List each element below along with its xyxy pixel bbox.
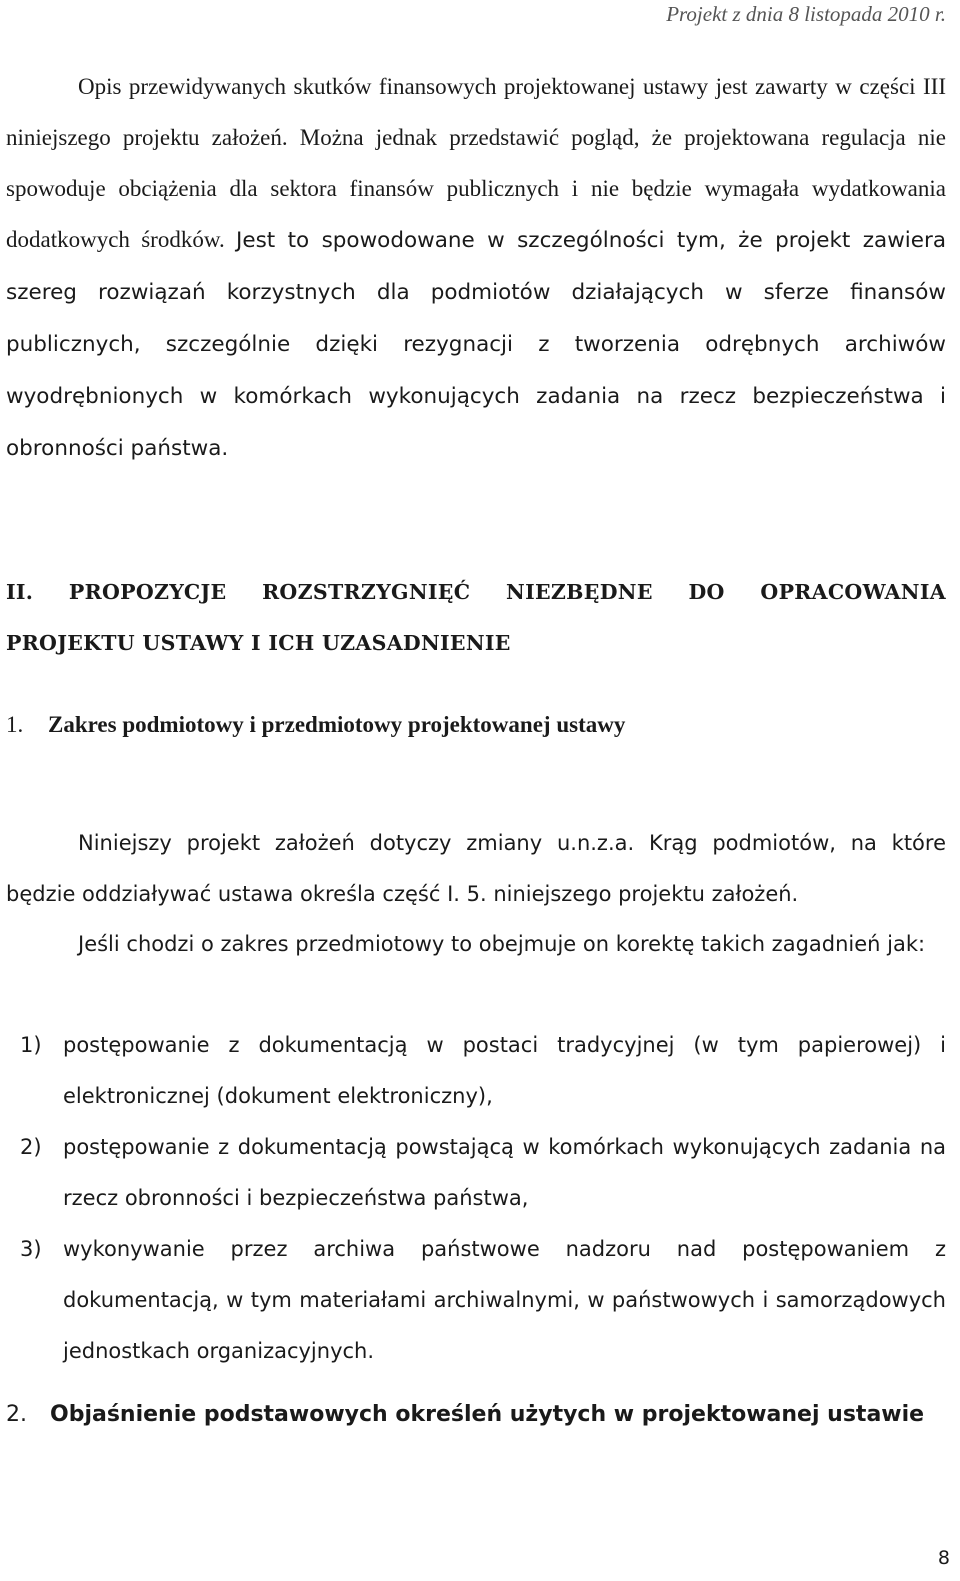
section-ii-word: NIEZBĘDNE (506, 580, 653, 604)
section-1-paragraph-1: Niniejszy projekt założeń dotyczy zmiany u.n.z.a. Krąg podmiotów, na które będzie oddziaływać ustawa określa część I. 5. niniejszego projektu założeń. (6, 831, 946, 906)
paragraph-financial-effects-tail: Jest to spowodowane w szczególności tym, że projekt zawiera szereg rozwiązań korzystnych dla podmiotów działających w sferze finansów publicznych, szczególnie dzięki rezygnacji z tworzenia odrębnych archiwów wyodrębnionych w komórkach wykonujących zadania na rzecz bezpieczeństwa i obronności państwa. (6, 228, 946, 461)
section-ii-word: ROZSTRZYGNIĘĆ (262, 580, 471, 604)
section-ii-heading-line1 (6, 566, 946, 618)
list-item-text: postępowanie z dokumentacją w postaci tradycyjnej (w tym papierowej) i elektronicznej (dokument elektroniczny), (63, 1033, 946, 1108)
section-2-heading (6, 1397, 924, 1432)
section-1-heading (6, 709, 625, 741)
list-item-number: 1) (20, 1033, 42, 1057)
list-item-text: wykonywanie przez archiwa państwowe nadzoru nad postępowaniem z dokumentacją, w tym materiałami archiwalnymi, w państwowych i samorządowych jednostkach organizacyjnych. (63, 1237, 946, 1363)
list-item (6, 1224, 946, 1377)
section-ii-word: DO (688, 580, 725, 604)
scope-list (6, 1020, 946, 1377)
paragraph-financial-effects (6, 61, 946, 474)
page-header: Projekt z dnia 8 listopada 2010 r. (666, 2, 946, 26)
list-item-number: 3) (20, 1237, 42, 1261)
page-number: 8 (937, 1547, 950, 1569)
list-item (6, 1122, 946, 1224)
section-1-paragraph-2: Jeśli chodzi o zakres przedmiotowy to obejmuje on korektę takich zagadnień jak: (78, 932, 926, 956)
section-2-number: 2. (6, 1402, 27, 1427)
section-ii-word: PROPOZYCJE (68, 580, 227, 604)
section-2-title: Objaśnienie podstawowych określeń użytych w projektowanej ustawie (50, 1402, 925, 1427)
section-1-title: Zakres podmiotowy i przedmiotowy projektowanej ustawy (48, 712, 626, 737)
list-item-number: 2) (20, 1135, 42, 1159)
list-item (6, 1020, 946, 1122)
section-ii-word: OPRACOWANIA (760, 580, 946, 604)
paragraph-financial-effects-text: Opis przewidywanych skutków finansowych projektowanej ustawy jest zawarty w części III niniejszego projektu założeń. Można jednak przedstawić pogląd, że projektowana regulacja nie spowoduje obciążenia dla sektora finansów publicznych i nie będzie wymagała wydatkowania dodatkowych środków. (6, 74, 946, 252)
section-ii-heading-line2: PROJEKTU USTAWY I ICH UZASADNIENIE (6, 631, 511, 655)
section-ii-numeral: II. (6, 580, 34, 604)
list-item-text: postępowanie z dokumentacją powstającą w komórkach wykonujących zadania na rzecz obronności i bezpieczeństwa państwa, (63, 1135, 946, 1210)
section-1-number: 1. (6, 712, 24, 737)
